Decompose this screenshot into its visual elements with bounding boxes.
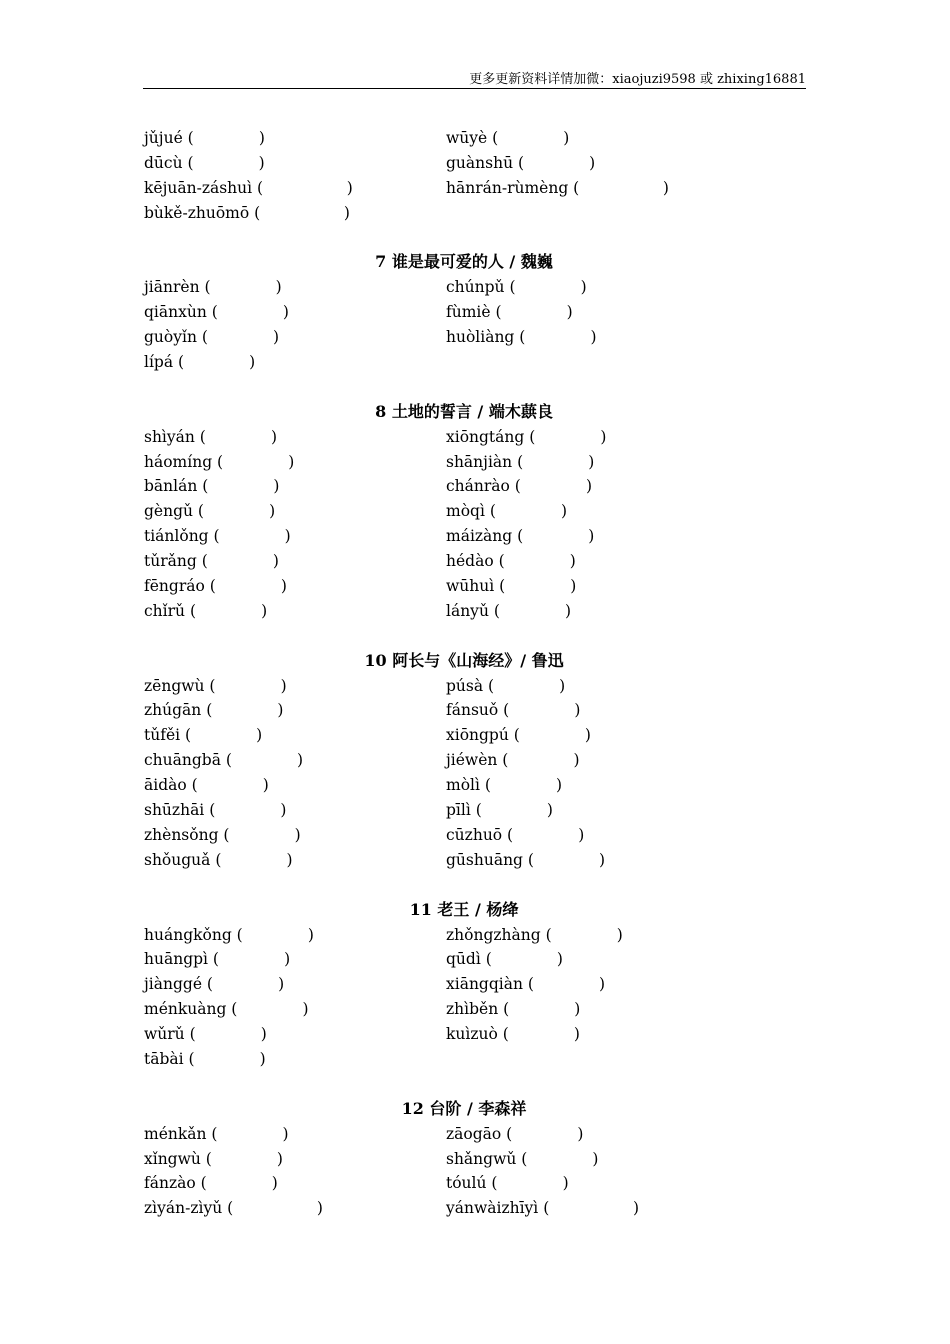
section xyxy=(144,226,784,375)
vocab-item xyxy=(144,275,282,300)
vocab-item xyxy=(446,748,580,773)
vocab-item xyxy=(144,723,262,748)
pinyin-word: zhènsǒng ( xyxy=(144,825,230,844)
vocab-item xyxy=(446,1147,598,1172)
pinyin-word: bùkě-zhuōmō ( xyxy=(144,203,261,222)
vocab-row xyxy=(144,574,784,599)
pinyin-word: ménkǎn ( xyxy=(144,1124,218,1143)
vocab-item xyxy=(446,499,567,524)
closing-paren: ) xyxy=(273,477,280,496)
vocab-row xyxy=(144,126,784,151)
vocab-row xyxy=(144,1147,784,1172)
closing-paren: ) xyxy=(632,1199,639,1218)
vocab-item xyxy=(144,524,291,549)
vocab-item xyxy=(144,599,267,624)
page-header xyxy=(143,68,806,89)
pinyin-word: fánsuǒ ( xyxy=(446,701,510,720)
vocab-item xyxy=(144,499,275,524)
pinyin-word: máizàng ( xyxy=(446,527,524,546)
section-title: 11 老王 / 杨绛 xyxy=(409,899,519,919)
pinyin-word: kuìzuò ( xyxy=(446,1025,509,1044)
vocab-item xyxy=(144,1171,278,1196)
vocab-item xyxy=(446,823,584,848)
pinyin-word: kējuān-záshuì ( xyxy=(144,178,264,197)
closing-paren: ) xyxy=(346,178,353,197)
pinyin-word: chúnpǔ ( xyxy=(446,278,516,297)
pinyin-word: yánwàizhīyì ( xyxy=(446,1199,550,1218)
pinyin-word: shūzhāi ( xyxy=(144,801,216,820)
vocabulary-list xyxy=(144,126,784,1221)
header-text: 更多更新资料详情加微：xiaojuzi9598 或 zhixing16881 xyxy=(469,72,806,87)
closing-paren: ) xyxy=(249,353,256,372)
vocab-item xyxy=(144,126,265,151)
vocab-row xyxy=(144,923,784,948)
vocab-row xyxy=(144,848,784,873)
closing-paren: ) xyxy=(307,925,314,944)
vocab-row xyxy=(144,499,784,524)
pinyin-word: shìyán ( xyxy=(144,427,206,446)
closing-paren: ) xyxy=(600,427,607,446)
vocab-item xyxy=(446,947,563,972)
closing-paren: ) xyxy=(566,303,573,322)
vocab-item xyxy=(144,848,293,873)
pinyin-word: tiánlǒng ( xyxy=(144,527,220,546)
section-title: 12 台阶 / 李森祥 xyxy=(401,1098,527,1118)
vocab-item xyxy=(446,574,576,599)
closing-paren: ) xyxy=(570,577,577,596)
pinyin-word: huòliàng ( xyxy=(446,328,526,347)
pinyin-word: púsà ( xyxy=(446,676,495,695)
vocab-item xyxy=(446,848,605,873)
vocab-item xyxy=(144,748,303,773)
pinyin-word: zhǒngzhàng ( xyxy=(446,925,552,944)
pinyin-word: huāngpì ( xyxy=(144,950,219,969)
vocab-row xyxy=(144,450,784,475)
vocab-row xyxy=(144,350,784,375)
pinyin-word: chánrào ( xyxy=(446,477,521,496)
pinyin-word: lípá ( xyxy=(144,353,185,372)
closing-paren: ) xyxy=(588,527,595,546)
closing-paren: ) xyxy=(343,203,350,222)
pinyin-word: fùmiè ( xyxy=(446,303,502,322)
pinyin-word: gūshuāng ( xyxy=(446,850,534,869)
closing-paren: ) xyxy=(260,1025,267,1044)
vocab-item xyxy=(446,126,569,151)
vocab-item xyxy=(144,151,265,176)
closing-paren: ) xyxy=(258,129,265,147)
closing-paren: ) xyxy=(599,850,606,869)
pinyin-word: zìyán-zìyǔ ( xyxy=(144,1199,234,1218)
closing-paren: ) xyxy=(573,751,580,770)
pinyin-word: mòlì ( xyxy=(446,776,491,795)
pinyin-word: wǔrǔ ( xyxy=(144,1025,196,1044)
vocab-item xyxy=(446,698,580,723)
pinyin-word: mòqì ( xyxy=(446,502,496,521)
pinyin-word: fēngráo ( xyxy=(144,577,216,596)
vocab-item xyxy=(144,997,309,1022)
vocab-item xyxy=(144,923,314,948)
section-gap xyxy=(144,624,784,649)
closing-paren: ) xyxy=(574,1000,581,1019)
closing-paren: ) xyxy=(574,701,581,720)
closing-paren: ) xyxy=(275,278,282,297)
vocab-row xyxy=(144,698,784,723)
section-title: 10 阿长与《山海经》/ 鲁迅 xyxy=(364,650,564,670)
vocab-row xyxy=(144,549,784,574)
vocab-item xyxy=(446,151,595,176)
pinyin-word: xiāngqiàn ( xyxy=(446,975,534,994)
closing-paren: ) xyxy=(560,502,568,521)
closing-paren: ) xyxy=(282,303,289,322)
closing-paren: ) xyxy=(269,502,276,521)
section xyxy=(144,873,784,1072)
vocab-row xyxy=(144,748,784,773)
vocab-row xyxy=(144,176,784,201)
pinyin-word: pīlì ( xyxy=(446,801,482,820)
vocab-item xyxy=(144,1122,289,1147)
closing-paren: ) xyxy=(563,129,570,147)
closing-paren: ) xyxy=(280,676,287,695)
vocab-item xyxy=(144,325,279,350)
pinyin-word: zhìběn ( xyxy=(446,1000,510,1019)
closing-paren: ) xyxy=(273,328,280,347)
closing-paren: ) xyxy=(662,178,669,197)
vocab-item xyxy=(144,300,289,325)
vocab-item xyxy=(446,723,591,748)
section-title: 7 谁是最可爱的人 / 魏巍 xyxy=(375,252,553,272)
pinyin-word: qiānxùn ( xyxy=(144,303,218,322)
closing-paren: ) xyxy=(259,1049,266,1068)
vocab-row xyxy=(144,599,784,624)
vocab-item xyxy=(446,798,553,823)
section xyxy=(144,126,784,226)
closing-paren: ) xyxy=(284,950,291,969)
vocab-item xyxy=(446,972,605,997)
pinyin-word: dūcù ( xyxy=(144,153,194,172)
section-gap xyxy=(144,1072,784,1097)
vocab-item xyxy=(446,425,606,450)
vocab-row xyxy=(144,773,784,798)
pinyin-word: hédào ( xyxy=(446,552,505,571)
vocab-item xyxy=(144,574,287,599)
vocab-item xyxy=(144,176,353,201)
vocab-item xyxy=(144,1022,267,1047)
vocab-item xyxy=(144,1047,266,1072)
closing-paren: ) xyxy=(276,1149,283,1168)
vocab-row xyxy=(144,474,784,499)
vocab-row xyxy=(144,947,784,972)
closing-paren: ) xyxy=(288,452,295,471)
vocab-row xyxy=(144,275,784,300)
section-title: 8 土地的誓言 / 端木蕻良 xyxy=(375,401,553,421)
closing-paren: ) xyxy=(556,776,563,795)
pinyin-word: zāogāo ( xyxy=(446,1124,513,1143)
vocab-item xyxy=(446,997,580,1022)
closing-paren: ) xyxy=(256,726,263,745)
closing-paren: ) xyxy=(578,825,585,844)
vocab-item xyxy=(144,1196,323,1221)
closing-paren: ) xyxy=(280,577,287,596)
closing-paren: ) xyxy=(590,328,597,347)
pinyin-word: lányǔ ( xyxy=(446,601,500,620)
closing-paren: ) xyxy=(592,1149,599,1168)
vocab-row xyxy=(144,325,784,350)
vocab-item xyxy=(446,275,587,300)
closing-paren: ) xyxy=(258,153,265,172)
closing-paren: ) xyxy=(280,801,287,820)
pinyin-word: huángkǒng ( xyxy=(144,925,243,944)
closing-paren: ) xyxy=(562,1174,569,1193)
vocab-row xyxy=(144,300,784,325)
vocab-item xyxy=(446,1122,583,1147)
vocab-item xyxy=(446,923,623,948)
closing-paren: ) xyxy=(286,850,293,869)
closing-paren: ) xyxy=(316,1199,323,1218)
vocab-item xyxy=(144,350,255,375)
vocab-item xyxy=(144,1147,283,1172)
closing-paren: ) xyxy=(262,776,269,795)
vocab-row xyxy=(144,723,784,748)
vocab-item xyxy=(144,823,301,848)
closing-paren: ) xyxy=(297,751,304,770)
pinyin-word: shǒuguǎ ( xyxy=(144,850,222,869)
vocab-item xyxy=(446,300,573,325)
closing-paren: ) xyxy=(616,925,623,944)
closing-paren: ) xyxy=(585,477,592,496)
closing-paren: ) xyxy=(546,801,553,820)
vocab-item xyxy=(446,599,571,624)
pinyin-word: gèngǔ ( xyxy=(144,502,204,521)
closing-paren: ) xyxy=(559,676,566,695)
vocab-row xyxy=(144,524,784,549)
closing-paren: ) xyxy=(577,1124,584,1143)
vocab-item xyxy=(446,1171,569,1196)
pinyin-word: qūdì ( xyxy=(446,950,492,969)
closing-paren: ) xyxy=(599,975,606,994)
pinyin-word: āidào ( xyxy=(144,776,198,795)
vocab-item xyxy=(144,549,279,574)
closing-paren: ) xyxy=(294,825,301,844)
vocab-item xyxy=(446,450,594,475)
pinyin-word: guànshū ( xyxy=(446,153,525,172)
closing-paren: ) xyxy=(284,527,291,546)
closing-paren: ) xyxy=(580,278,587,297)
pinyin-word: xiōngpú ( xyxy=(446,726,520,745)
closing-paren: ) xyxy=(556,950,563,969)
closing-paren: ) xyxy=(588,452,595,471)
closing-paren: ) xyxy=(271,1174,278,1193)
pinyin-word: xǐngwù ( xyxy=(144,1149,212,1168)
vocab-item xyxy=(144,773,269,798)
pinyin-word: cūzhuō ( xyxy=(446,825,514,844)
vocab-item xyxy=(144,450,294,475)
vocab-row xyxy=(144,997,784,1022)
pinyin-word: wūhuì ( xyxy=(446,577,506,596)
vocab-row xyxy=(144,1196,784,1221)
closing-paren: ) xyxy=(565,601,572,620)
vocab-row xyxy=(144,151,784,176)
pinyin-word: jǔjué ( xyxy=(144,129,194,147)
vocab-row xyxy=(144,425,784,450)
closing-paren: ) xyxy=(569,552,576,571)
pinyin-word: fánzào ( xyxy=(144,1174,207,1193)
pinyin-word: xiōngtáng ( xyxy=(446,427,536,446)
vocab-item xyxy=(446,1196,639,1221)
section xyxy=(144,1072,784,1221)
vocab-item xyxy=(446,176,669,201)
pinyin-word: ménkuàng ( xyxy=(144,1000,238,1019)
closing-paren: ) xyxy=(589,153,596,172)
closing-paren: ) xyxy=(584,726,591,745)
vocab-row xyxy=(144,201,784,226)
vocab-item xyxy=(144,425,277,450)
vocab-row xyxy=(144,972,784,997)
section xyxy=(144,624,784,873)
section-gap xyxy=(144,226,784,251)
closing-paren: ) xyxy=(573,1025,580,1044)
section-gap xyxy=(144,873,784,898)
pinyin-word: chuāngbā ( xyxy=(144,751,232,770)
vocab-item xyxy=(446,524,594,549)
pinyin-word: tóulú ( xyxy=(446,1174,498,1193)
vocab-item xyxy=(446,773,562,798)
vocab-item xyxy=(144,698,283,723)
pinyin-word: háomíng ( xyxy=(144,452,224,471)
pinyin-word: jiéwèn ( xyxy=(446,751,509,770)
vocab-item xyxy=(446,325,597,350)
section xyxy=(144,375,784,624)
section-gap xyxy=(144,375,784,400)
vocab-item xyxy=(144,674,287,699)
vocab-item xyxy=(446,549,576,574)
closing-paren: ) xyxy=(282,1124,289,1143)
closing-paren: ) xyxy=(302,1000,309,1019)
pinyin-word: zēngwù ( xyxy=(144,676,216,695)
vocab-item xyxy=(144,798,286,823)
pinyin-word: hānrán-rùmèng ( xyxy=(446,178,580,197)
closing-paren: ) xyxy=(270,427,278,446)
vocab-item xyxy=(144,947,290,972)
closing-paren: ) xyxy=(272,552,279,571)
pinyin-word: wūyè ( xyxy=(446,129,499,147)
pinyin-word: jiànggé ( xyxy=(144,975,213,994)
pinyin-word: jiānrèn ( xyxy=(144,278,211,297)
pinyin-word: bānlán ( xyxy=(144,477,209,496)
vocab-item xyxy=(144,474,279,499)
pinyin-word: chǐrǔ ( xyxy=(144,601,196,620)
closing-paren: ) xyxy=(277,701,284,720)
closing-paren: ) xyxy=(261,601,268,620)
vocab-item xyxy=(446,1022,580,1047)
vocab-row xyxy=(144,823,784,848)
vocab-row xyxy=(144,798,784,823)
vocab-row xyxy=(144,1122,784,1147)
closing-paren: ) xyxy=(278,975,285,994)
vocab-item xyxy=(144,972,284,997)
vocab-row xyxy=(144,674,784,699)
pinyin-word: guòyǐn ( xyxy=(144,328,208,347)
vocab-item xyxy=(446,674,565,699)
vocab-row xyxy=(144,1022,784,1047)
vocab-item xyxy=(144,201,350,226)
pinyin-word: tǔrǎng ( xyxy=(144,552,208,571)
pinyin-word: shǎngwǔ ( xyxy=(446,1149,528,1168)
vocab-row xyxy=(144,1047,784,1072)
pinyin-word: zhúgān ( xyxy=(144,701,213,720)
vocab-item xyxy=(446,474,592,499)
pinyin-word: shānjiàn ( xyxy=(446,452,524,471)
pinyin-word: tābài ( xyxy=(144,1049,195,1068)
vocab-row xyxy=(144,1171,784,1196)
pinyin-word: tǔfěi ( xyxy=(144,726,192,745)
